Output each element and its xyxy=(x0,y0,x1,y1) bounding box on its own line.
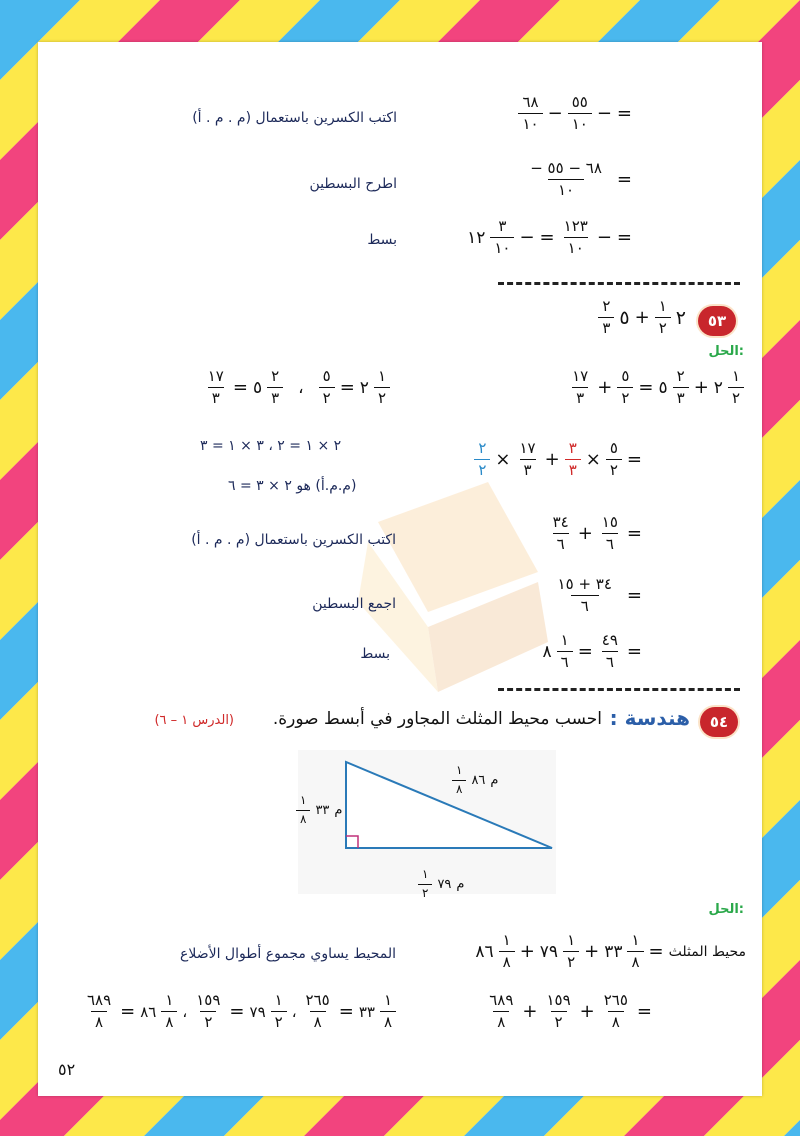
equation-row: = $\frac{٢٦٥}{٨}$ + $\frac{١٥٩}{٢}$ + $\frac{٦٨٩}{٨}$ xyxy=(489,991,652,1032)
lesson-reference: (الدرس ١ – ٦) xyxy=(154,713,234,728)
base-length-label: م ٧٩ $\frac{١}{٢}$ xyxy=(418,868,464,901)
geometry-category-label: هندسة : xyxy=(609,706,690,730)
conversion-row: $\frac{١}{٢}$ ٢ = $\frac{٥}{٢}$ ، $\frac{٢}{٣}$ ٥ = $\frac{١٧}{٣}$ xyxy=(204,368,390,408)
step-note: اكتب الكسرين باستعمال (م . م . أ) xyxy=(192,110,397,126)
exercise-number-badge: ٥٤ xyxy=(700,707,738,737)
vertical-side-length-label: م ٣٣ $\frac{١}{٨}$ xyxy=(296,794,342,827)
section-divider xyxy=(498,282,740,285)
step-note: المحيط يساوي مجموع أطوال الأضلاع xyxy=(180,946,396,962)
page-number: ٥٢ xyxy=(58,1060,76,1079)
hypotenuse-length-label: م ٨٦ $\frac{١}{٨}$ xyxy=(452,764,498,797)
step-note: (م.م.أ) هو ٢ × ٣ = ٦ xyxy=(228,478,357,494)
equation-row: = − $\frac{٥٥}{١٠}$ − $\frac{٦٨}{١٠}$ xyxy=(518,94,632,134)
equation-row: = $\frac{٥}{٢}$ × $\frac{٣}{٣}$ + $\frac{١٧}{٣}$ × $\frac{٢}{٢}$ xyxy=(474,440,642,480)
conversion-row: $\frac{١}{٨}$ ٣٣ = $\frac{٢٦٥}{٨}$ ، $\frac{١}{٢}$ ٧٩ = $\frac{١٥٩}{٢}$ ، $\frac{١}{٨}$ ٨٦ = $\frac{٦٨٩}{٨}$ xyxy=(83,992,396,1032)
section-divider xyxy=(498,688,740,691)
textbook-page xyxy=(38,42,762,1096)
step-note: اجمع البسطين xyxy=(312,596,396,612)
equation-row: = − $\frac{١٢٣}{١٠}$ = − $\frac{٣}{١٠}$ ١٢ xyxy=(467,217,632,258)
solution-label: الحل: xyxy=(708,902,744,917)
equation-row: = $\frac{٤٩}{٦}$ = $\frac{١}{٦}$ ٨ xyxy=(542,631,642,672)
exercise-number-badge: ٥٣ xyxy=(698,306,736,336)
solution-label: الحل: xyxy=(708,344,744,359)
equation-row: = $\frac{١٥}{٦}$ + $\frac{٣٤}{٦}$ xyxy=(552,513,642,554)
step-note: بسط xyxy=(367,232,397,248)
step-note: اطرح البسطين xyxy=(309,176,397,192)
perimeter-equation: محيط المثلث = $\frac{١}{٨}$ ٣٣ + $\frac{١}{٢}$ ٧٩ + $\frac{١}{٨}$ ٨٦ xyxy=(475,931,746,972)
equation-row: $\frac{١}{٢}$ ٢ + $\frac{٢}{٣}$ ٥ = $\frac{٥}{٢}$ + $\frac{١٧}{٣}$ xyxy=(568,368,744,408)
step-note: ٢ × ١ = ٢ ، ٣ × ١ = ٣ xyxy=(200,438,342,454)
exercise-task: احسب محيط المثلث المجاور في أبسط صورة. xyxy=(272,709,602,729)
step-note: اكتب الكسرين باستعمال (م . م . أ) xyxy=(191,532,396,548)
book-watermark-icon xyxy=(338,462,558,702)
exercise-53-problem: ٢ $\frac{١}{٢}$ + ٥ $\frac{٢}{٣}$ xyxy=(598,298,686,338)
equation-row: = $\frac{٣٤ + ١٥}{٦}$ xyxy=(557,575,642,616)
step-note: بسط xyxy=(360,646,390,662)
equation-row: = $\frac{٦٨ - ٥٥ -}{١٠}$ xyxy=(530,159,632,200)
